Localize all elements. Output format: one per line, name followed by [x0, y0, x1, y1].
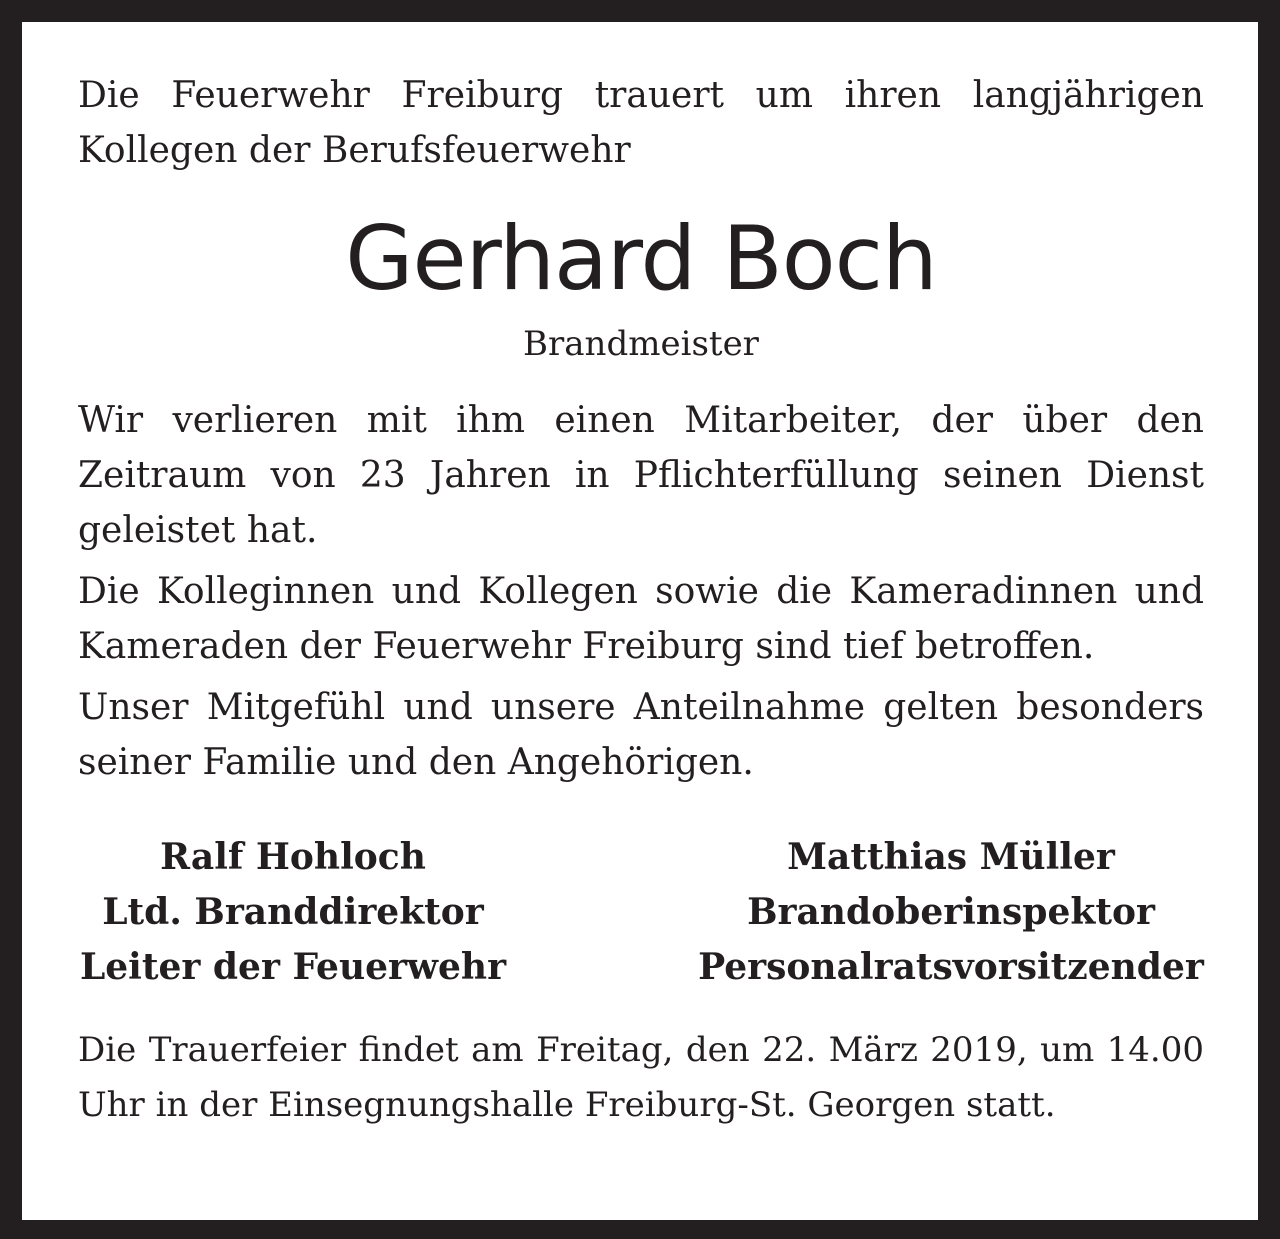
paragraph-service: Wir verlieren mit ihm einen Mitarbeiter, der über den Zeitraum von 23 Jahren in Pflichterfüllung seinen Dienst geleistet hat.	[78, 400, 1204, 551]
deceased-name: Gerhard Boch	[345, 207, 937, 310]
deceased-rank: Brandmeister	[523, 324, 759, 364]
signatures	[78, 830, 1204, 995]
intro-text	[78, 68, 1204, 178]
signatory-left	[78, 830, 508, 995]
paragraph-condolences: Unser Mitgefühl und unsere Anteilnahme gelten besonders seiner Familie und den Angehörigen.	[78, 687, 1204, 783]
paragraph-colleagues: Die Kolleginnen und Kollegen sowie die Kameradinnen und Kameraden der Feuerwehr Freiburg sind tief betroffen.	[78, 571, 1204, 667]
signatory-role: Personalratsvorsitzender	[698, 946, 1204, 988]
signatory-name: Matthias Müller	[787, 836, 1115, 878]
ceremony-info: Die Trauerfeier findet am Freitag, den 22. März 2019, um 14.00 Uhr in der Einsegnungshalle Freiburg-St. Georgen statt.	[78, 1030, 1204, 1125]
signatory-title: Ltd. Branddirektor	[102, 891, 484, 933]
intro-line-2: Kollegen der Berufsfeuerwehr	[78, 130, 631, 171]
obituary-notice	[78, 68, 1204, 1133]
signatory-title: Brandoberinspektor	[747, 891, 1155, 933]
signatory-name: Ralf Hohloch	[160, 836, 426, 878]
signatory-right	[698, 830, 1204, 995]
signatory-role: Leiter der Feuerwehr	[79, 946, 507, 988]
intro-line-1: Die Feuerwehr Freiburg trauert um ihren langjährigen	[78, 75, 1204, 116]
